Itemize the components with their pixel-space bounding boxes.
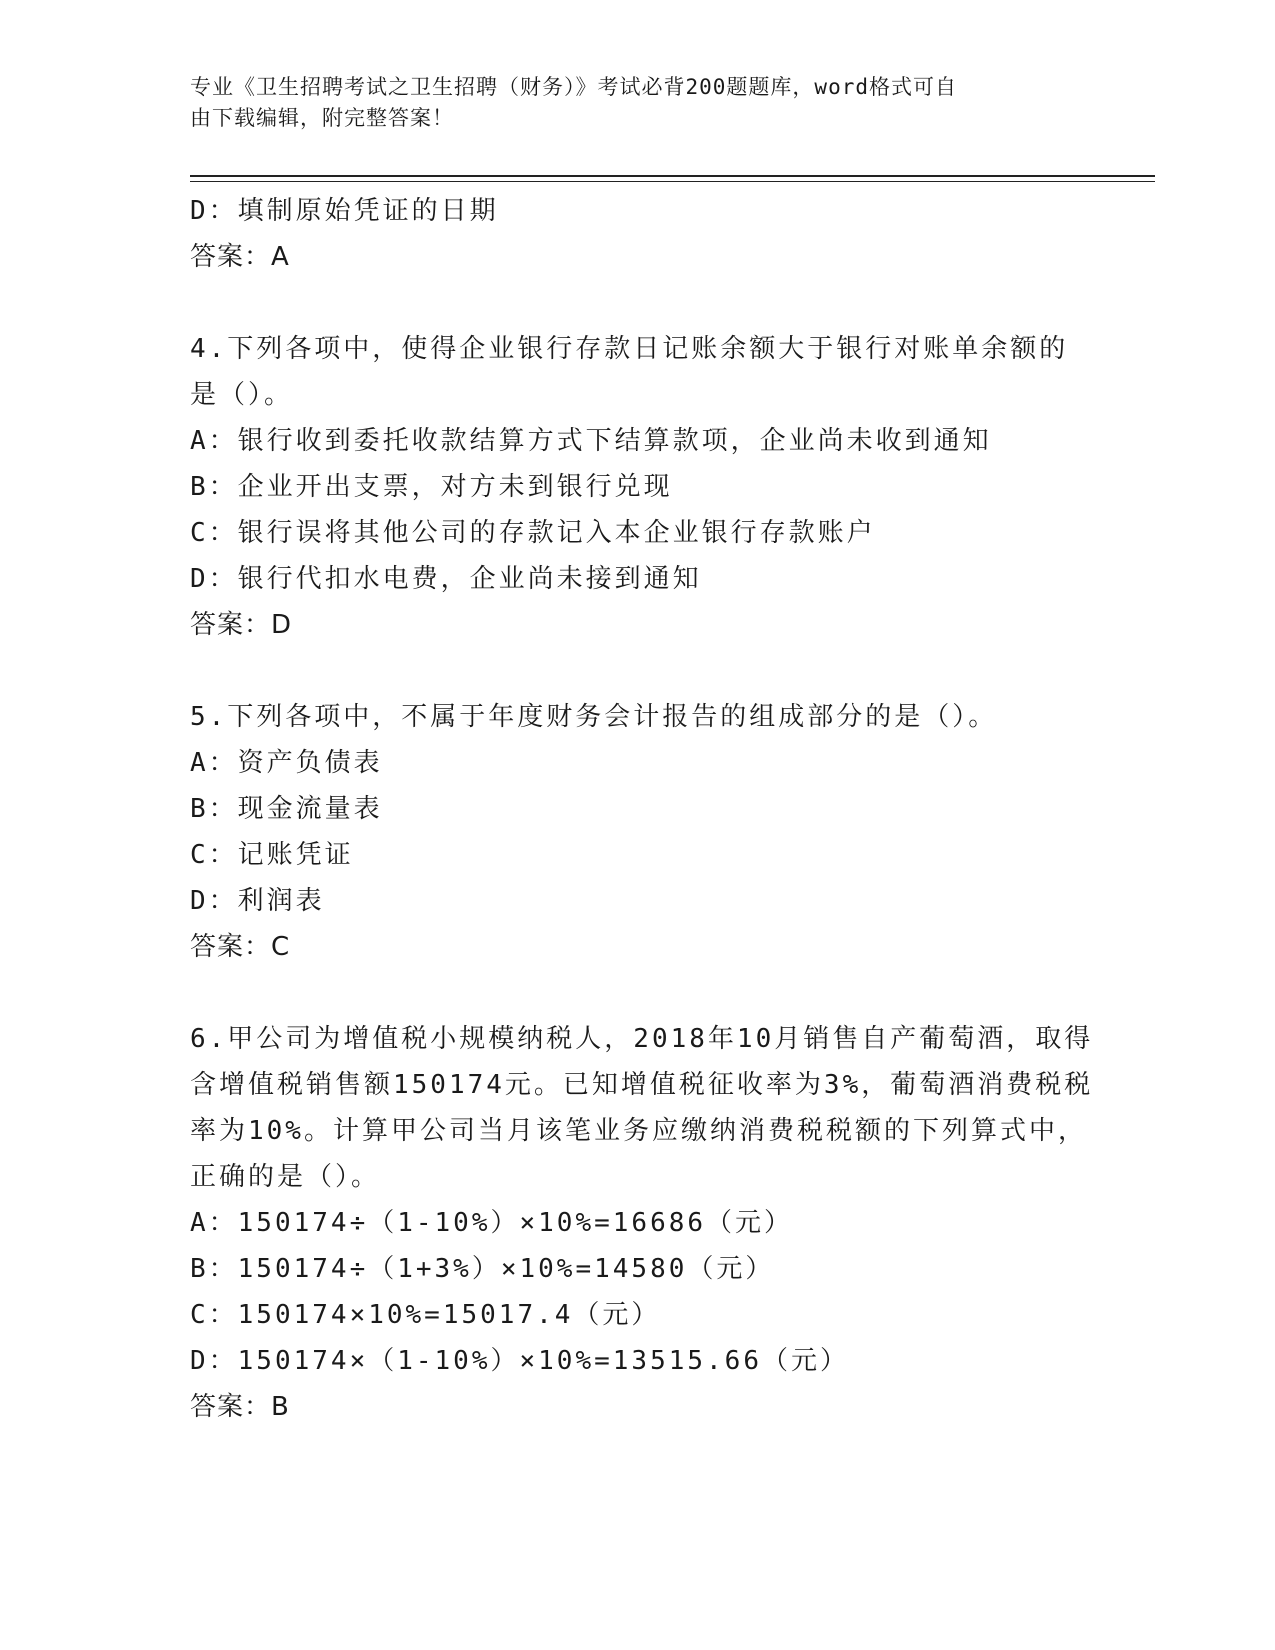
option-b: B：现金流量表 bbox=[190, 794, 383, 824]
question-stem-line: 5.下列各项中，不属于年度财务会计报告的组成部分的是（）。 bbox=[190, 702, 998, 732]
question-block-4 bbox=[190, 326, 1090, 648]
question-stem-line: 6.甲公司为增值税小规模纳税人，2018年10月销售自产葡萄酒，取得 bbox=[190, 1024, 1094, 1054]
answer-line: 答案：C bbox=[190, 932, 291, 962]
question-list bbox=[190, 188, 1094, 1430]
option-d: D：150174×（1-10%）×10%=13515.66（元） bbox=[190, 1346, 849, 1376]
header-line-1: 专业《卫生招聘考试之卫生招聘（财务）》考试必背200题题库，word格式可自 bbox=[190, 75, 957, 99]
option-d: D：利润表 bbox=[190, 886, 325, 916]
option-a: A：银行收到委托收款结算方式下结算款项，企业尚未收到通知 bbox=[190, 426, 992, 456]
question-stem-line: 正确的是（）。 bbox=[190, 1162, 381, 1192]
option-b: B：150174÷（1+3%）×10%=14580（元） bbox=[190, 1254, 775, 1284]
question-stem-line: 率为10%。计算甲公司当月该笔业务应缴纳消费税税额的下列算式中， bbox=[190, 1116, 1087, 1146]
option-b: B：企业开出支票，对方未到银行兑现 bbox=[190, 472, 673, 502]
option-c: C：银行误将其他公司的存款记入本企业银行存款账户 bbox=[190, 518, 876, 548]
question-block-6 bbox=[190, 1016, 1094, 1430]
answer-line: 答案：B bbox=[190, 1392, 290, 1422]
option-a: A：资产负债表 bbox=[190, 748, 383, 778]
option-c: C：150174×10%=15017.4（元） bbox=[190, 1300, 661, 1330]
question-spacer bbox=[190, 280, 1090, 326]
option-d: D：银行代扣水电费，企业尚未接到通知 bbox=[190, 564, 702, 594]
question-block-5 bbox=[190, 694, 1090, 970]
header-divider-thick bbox=[190, 175, 1155, 177]
page-header bbox=[190, 72, 1070, 134]
question-stem-line: 4.下列各项中，使得企业银行存款日记账余额大于银行对账单余额的 bbox=[190, 334, 1069, 364]
answer-line: 答案：D bbox=[190, 610, 293, 640]
question-block-3-tail bbox=[190, 188, 1090, 280]
header-line-2: 由下载编辑，附完整答案！ bbox=[190, 106, 454, 130]
question-stem-line: 是（）。 bbox=[190, 380, 294, 410]
question-spacer bbox=[190, 970, 1090, 1016]
option-c: C：记账凭证 bbox=[190, 840, 354, 870]
question-spacer bbox=[190, 648, 1090, 694]
answer-line: 答案：A bbox=[190, 242, 290, 272]
question-stem-line: 含增值税销售额150174元。已知增值税征收率为3%，葡萄酒消费税税 bbox=[190, 1070, 1094, 1100]
header-divider-thin bbox=[190, 181, 1155, 182]
option-d: D：填制原始凭证的日期 bbox=[190, 196, 499, 226]
option-a: A：150174÷（1-10%）×10%=16686（元） bbox=[190, 1208, 794, 1238]
